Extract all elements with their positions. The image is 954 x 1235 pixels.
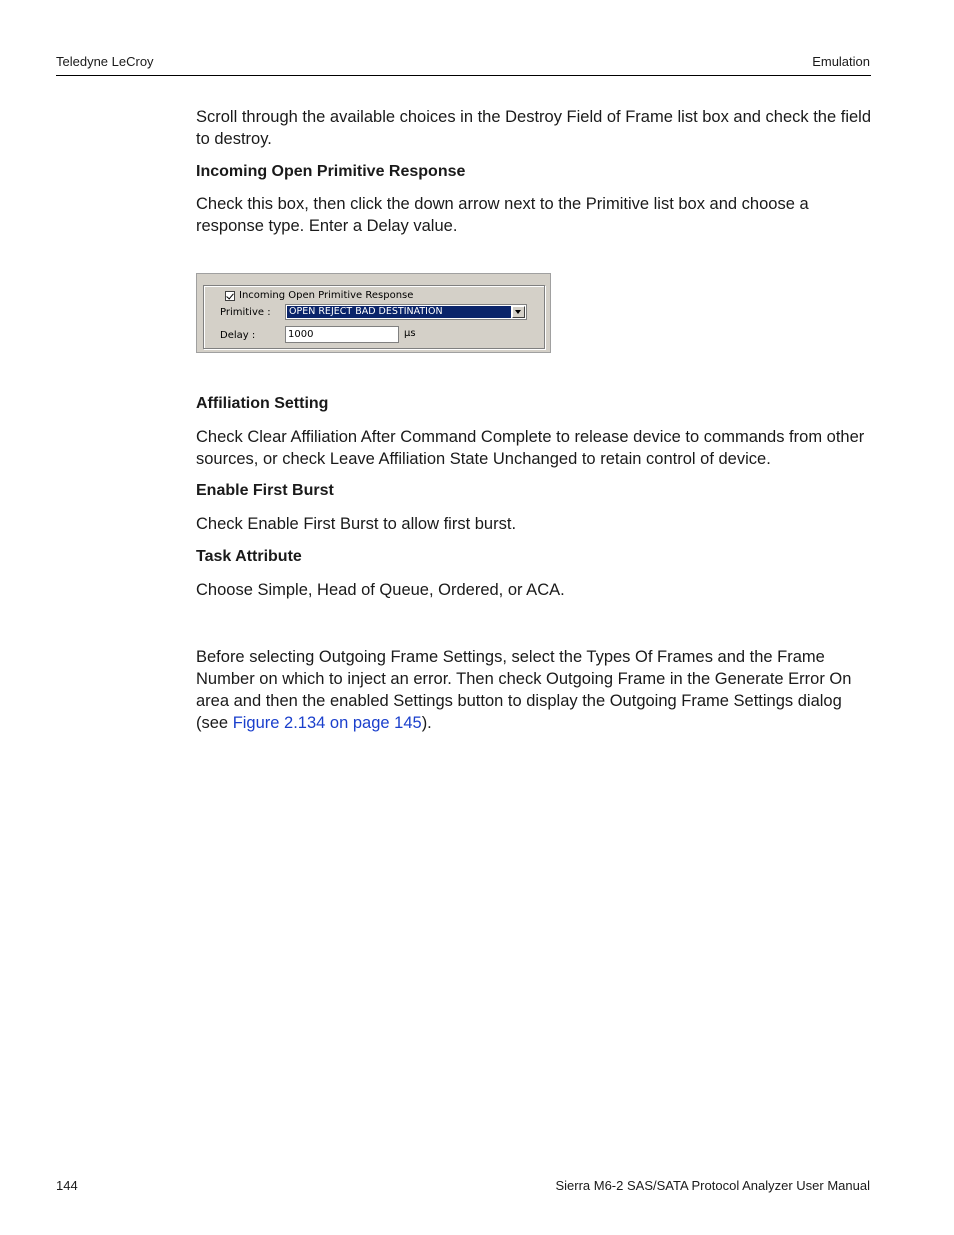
incoming-paragraph: Check this box, then click the down arrow next to the Primitive list box and choose a response type. Enter a Delay value. [196,195,809,235]
group-label: Incoming Open Primitive Response [239,290,414,301]
page-content [196,106,876,734]
burst-heading: Enable First Burst [196,482,334,499]
delay-label: Delay : [220,330,256,341]
group-legend[interactable] [222,290,416,301]
incoming-primitive-checkbox[interactable] [225,291,235,301]
page-number: 144 [56,1178,78,1193]
primitive-select[interactable] [285,304,527,320]
header-rule [56,75,871,76]
header-left: Teledyne LeCroy [56,54,154,69]
delay-input[interactable]: 1000 [285,326,399,343]
header-right: Emulation [812,54,870,69]
affiliation-heading: Affiliation Setting [196,395,329,412]
affiliation-paragraph: Check Clear Affiliation After Command Complete to release device to commands from other sources, or check Leave Affiliation State Unchanged to retain control of device. [196,428,865,468]
incoming-primitive-dialog [196,273,551,353]
figure-link[interactable]: Figure 2.134 on page 145 [232,714,422,732]
incoming-heading: Incoming Open Primitive Response [196,163,466,180]
chevron-down-icon[interactable] [512,306,525,318]
primitive-label: Primitive : [220,307,271,318]
task-paragraph: Choose Simple, Head of Queue, Ordered, or ACA. [196,581,565,599]
outgoing-text-post: ). [421,714,432,732]
delay-unit: µs [404,328,416,339]
outgoing-paragraph [196,646,876,734]
primitive-selected-value: OPEN REJECT BAD DESTINATION [287,306,511,318]
intro-paragraph: Scroll through the available choices in the Destroy Field of Frame list box and check the field to destroy. [196,108,872,148]
burst-paragraph: Check Enable First Burst to allow first burst. [196,515,517,533]
task-heading: Task Attribute [196,548,302,565]
manual-title: Sierra M6-2 SAS/SATA Protocol Analyzer User Manual [555,1178,870,1193]
outgoing-text-pre: Before selecting Outgoing Frame Settings, select the Types Of Frames and the Frame Number on which to inject an error. Then check Outgoing Frame in the Generate Error On area and then the enabled Settings button to display the Outgoing Frame Settings dialog (see [196,648,852,732]
